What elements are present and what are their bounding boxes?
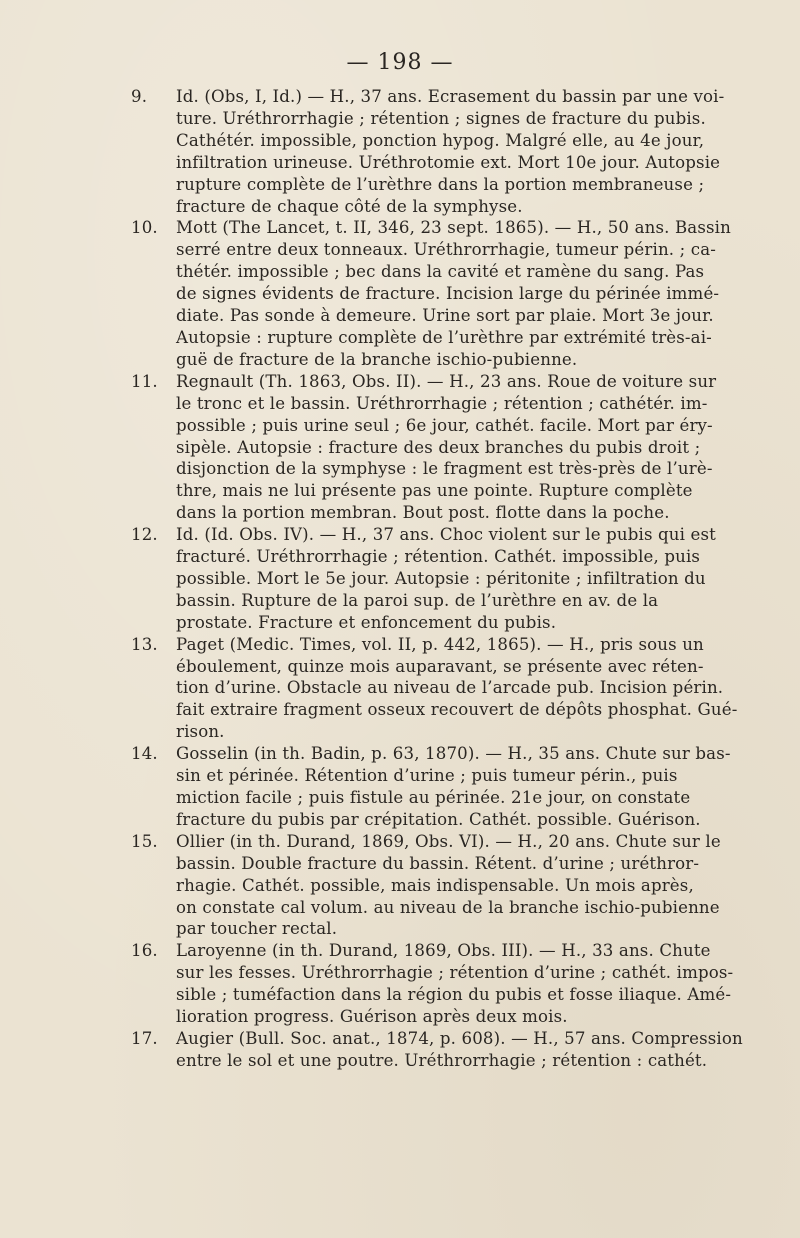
case-text: serré entre deux tonneaux. Uréthrorrhagie, tumeur périn. ; ca- — [176, 240, 717, 260]
case-number: 15. — [131, 831, 158, 851]
case-text: thre, mais ne lui présente pas une pointe. Rupture complète — [176, 481, 693, 501]
case-entry — [131, 86, 725, 217]
case-entry — [131, 743, 731, 831]
case-list — [131, 86, 743, 1072]
case-number: 9. — [131, 87, 148, 106]
case-entry-line — [133, 918, 713, 940]
case-entry-line — [133, 480, 713, 502]
case-text: Regnault (Th. 1863, Obs. II). — H., 23 ans. Roue de voiture sur — [176, 371, 717, 391]
case-text: le tronc et le bassin. Uréthrorrhagie ; rétention ; cathétér. im- — [176, 393, 708, 413]
case-entry-line — [133, 984, 732, 1006]
case-text: fracture de chaque côté de la symphyse. — [176, 196, 523, 216]
case-text: dans la portion membran. Bout post. flotte dans la poche. — [176, 503, 670, 523]
case-entry-line — [133, 962, 734, 984]
case-entry — [131, 940, 734, 1028]
case-entry-line — [133, 327, 713, 349]
case-entry-line — [133, 853, 713, 875]
case-entry-line — [133, 130, 713, 152]
case-entry-first-line — [131, 743, 731, 765]
case-entry-line — [133, 765, 713, 787]
case-text: entre le sol et une poutre. Uréthrorrhagie ; rétention : cathét. — [176, 1050, 708, 1070]
case-text: possible. Mort le 5e jour. Autopsie : péritonite ; infiltration du — [176, 568, 706, 588]
case-entry — [131, 1028, 743, 1072]
case-entry-first-line — [133, 940, 713, 962]
case-entry-first-line — [131, 831, 721, 853]
case-text: de signes évidents de fracture. Incision large du périnée immé- — [176, 284, 720, 304]
case-text: disjonction de la symphyse : le fragment est très-près de l’urè- — [176, 459, 713, 479]
case-text: fait extraire fragment osseux recouvert de dépôts phosphat. Gué- — [176, 700, 738, 720]
case-entry-line — [133, 196, 713, 218]
case-text: miction facile ; puis fistule au périnée. 21e jour, on constate — [176, 788, 691, 807]
case-text: sipèle. Autopsie : fracture des deux branches du pubis droit ; — [176, 437, 701, 457]
case-number: 12. — [131, 525, 158, 545]
case-entry-line — [133, 1006, 713, 1028]
case-entry-line — [133, 1050, 713, 1072]
case-text: bassin. Double fracture du bassin. Rétent. d’urine ; uréthror- — [176, 853, 700, 873]
case-text: Cathétér. impossible, ponction hypog. Malgré elle, au 4e jour, — [176, 130, 705, 150]
case-entry-line — [133, 283, 720, 305]
case-number: 16. — [131, 941, 158, 961]
case-text: on constate cal volum. au niveau de la branche ischio-pubienne — [176, 897, 720, 917]
case-text: Mott (The Lancet, t. II, 346, 23 sept. 1865). — H., 50 ans. Bassin — [176, 218, 731, 238]
case-text: sible ; tuméfaction dans la région du pubis et fosse iliaque. Amé- — [176, 985, 732, 1005]
case-text: ture. Uréthrorrhagie ; rétention ; signes de fracture du pubis. — [176, 108, 706, 128]
case-text: possible ; puis urine seul ; 6e jour, cathét. facile. Mort par éry- — [176, 415, 713, 435]
case-entry — [131, 217, 731, 370]
case-entry-line — [133, 590, 713, 612]
case-entry-line — [133, 502, 713, 524]
case-entry-first-line — [133, 634, 713, 656]
case-text: rhagie. Cathét. possible, mais indispensable. Un mois après, — [176, 875, 694, 895]
case-text: Autopsie : rupture complète de l’urèthre par extrémité très-ai- — [176, 327, 712, 347]
case-entry-line — [133, 656, 713, 678]
case-entry-line — [133, 546, 713, 568]
case-entry-line — [133, 174, 713, 196]
case-entry-line — [133, 152, 721, 174]
case-text: tion d’urine. Obstacle au niveau de l’arcade pub. Incision périn. — [176, 678, 724, 698]
case-entry-line — [133, 261, 713, 283]
case-entry-line — [133, 809, 713, 831]
case-entry-first-line — [131, 217, 731, 239]
case-entry — [131, 634, 738, 744]
case-text: prostate. Fracture et enfoncement du pubis. — [176, 612, 557, 632]
case-entry-line — [133, 787, 713, 809]
case-number: 17. — [131, 1028, 158, 1048]
case-entry-first-line — [131, 1028, 743, 1050]
case-number: 10. — [131, 218, 158, 238]
case-entry-first-line — [131, 371, 717, 393]
case-entry-line — [133, 108, 713, 130]
case-text: infiltration urineuse. Uréthrotomie ext. Mort 10e jour. Autopsie — [176, 152, 721, 172]
case-text: bassin. Rupture de la paroi sup. de l’urèthre en av. de la — [176, 590, 659, 610]
case-number: 14. — [131, 744, 158, 764]
case-text: Laroyenne (in th. Durand, 1869, Obs. III). — H., 33 ans. Chute — [176, 941, 711, 961]
case-text: fracturé. Uréthrorrhagie ; rétention. Cathét. impossible, puis — [176, 547, 701, 567]
case-text: éboulement, quinze mois auparavant, se présente avec réten- — [176, 656, 704, 676]
case-text: rison. — [176, 722, 225, 742]
case-entry-line — [133, 612, 713, 634]
case-number: 11. — [131, 371, 158, 391]
case-text: Augier (Bull. Soc. anat., 1874, p. 608). — H., 57 ans. Compression — [176, 1028, 743, 1048]
case-text: Paget (Medic. Times, vol. II, p. 442, 1865). — H., pris sous un — [176, 634, 704, 654]
case-text: thétér. impossible ; bec dans la cavité et ramène du sang. Pas — [176, 262, 705, 282]
case-entry-line — [133, 897, 720, 919]
case-text: Id. (Id. Obs. IV). — H., 37 ans. Choc violent sur le pubis qui est — [176, 525, 716, 545]
case-text: lioration progress. Guérison après deux mois. — [176, 1007, 568, 1027]
case-text: Id. (Obs, I, Id.) — H., 37 ans. Ecrasement du bassin par une voi- — [176, 87, 725, 106]
case-entry-line — [133, 349, 713, 371]
case-entry — [131, 371, 717, 524]
page-number: — 198 — — [346, 50, 454, 75]
case-number: 13. — [131, 634, 158, 654]
case-text: rupture complète de l’urèthre dans la portion membraneuse ; — [176, 174, 705, 194]
case-entry-line — [133, 677, 724, 699]
case-entry-line — [133, 458, 713, 480]
case-entry-line — [133, 568, 713, 590]
case-text: Gosselin (in th. Badin, p. 63, 1870). — H., 35 ans. Chute sur bas- — [176, 744, 731, 764]
case-entry — [131, 524, 716, 634]
case-text: Ollier (in th. Durand, 1869, Obs. VI). — H., 20 ans. Chute sur le — [176, 831, 721, 851]
case-text: guë de fracture de la branche ischio-pubienne. — [176, 349, 578, 369]
case-entry-first-line — [131, 524, 716, 546]
case-entry-line — [133, 393, 713, 415]
case-text: fracture du pubis par crépitation. Cathét. possible. Guérison. — [176, 809, 701, 829]
case-text: par toucher rectal. — [176, 919, 338, 939]
case-text: diate. Pas sonde à demeure. Urine sort par plaie. Mort 3e jour. — [176, 306, 714, 326]
case-entry — [131, 831, 721, 941]
case-entry-line — [133, 239, 717, 261]
case-entry-line — [133, 875, 713, 897]
case-entry-line — [133, 415, 713, 437]
case-entry-line — [133, 305, 713, 327]
case-entry-first-line — [131, 86, 725, 108]
case-entry-line — [133, 699, 738, 721]
case-text: sur les fesses. Uréthrorrhagie ; rétention d’urine ; cathét. impos- — [176, 963, 734, 983]
case-text: sin et périnée. Rétention d’urine ; puis tumeur périn., puis — [176, 766, 678, 786]
case-entry-line — [133, 721, 713, 743]
case-entry-line — [133, 437, 713, 459]
